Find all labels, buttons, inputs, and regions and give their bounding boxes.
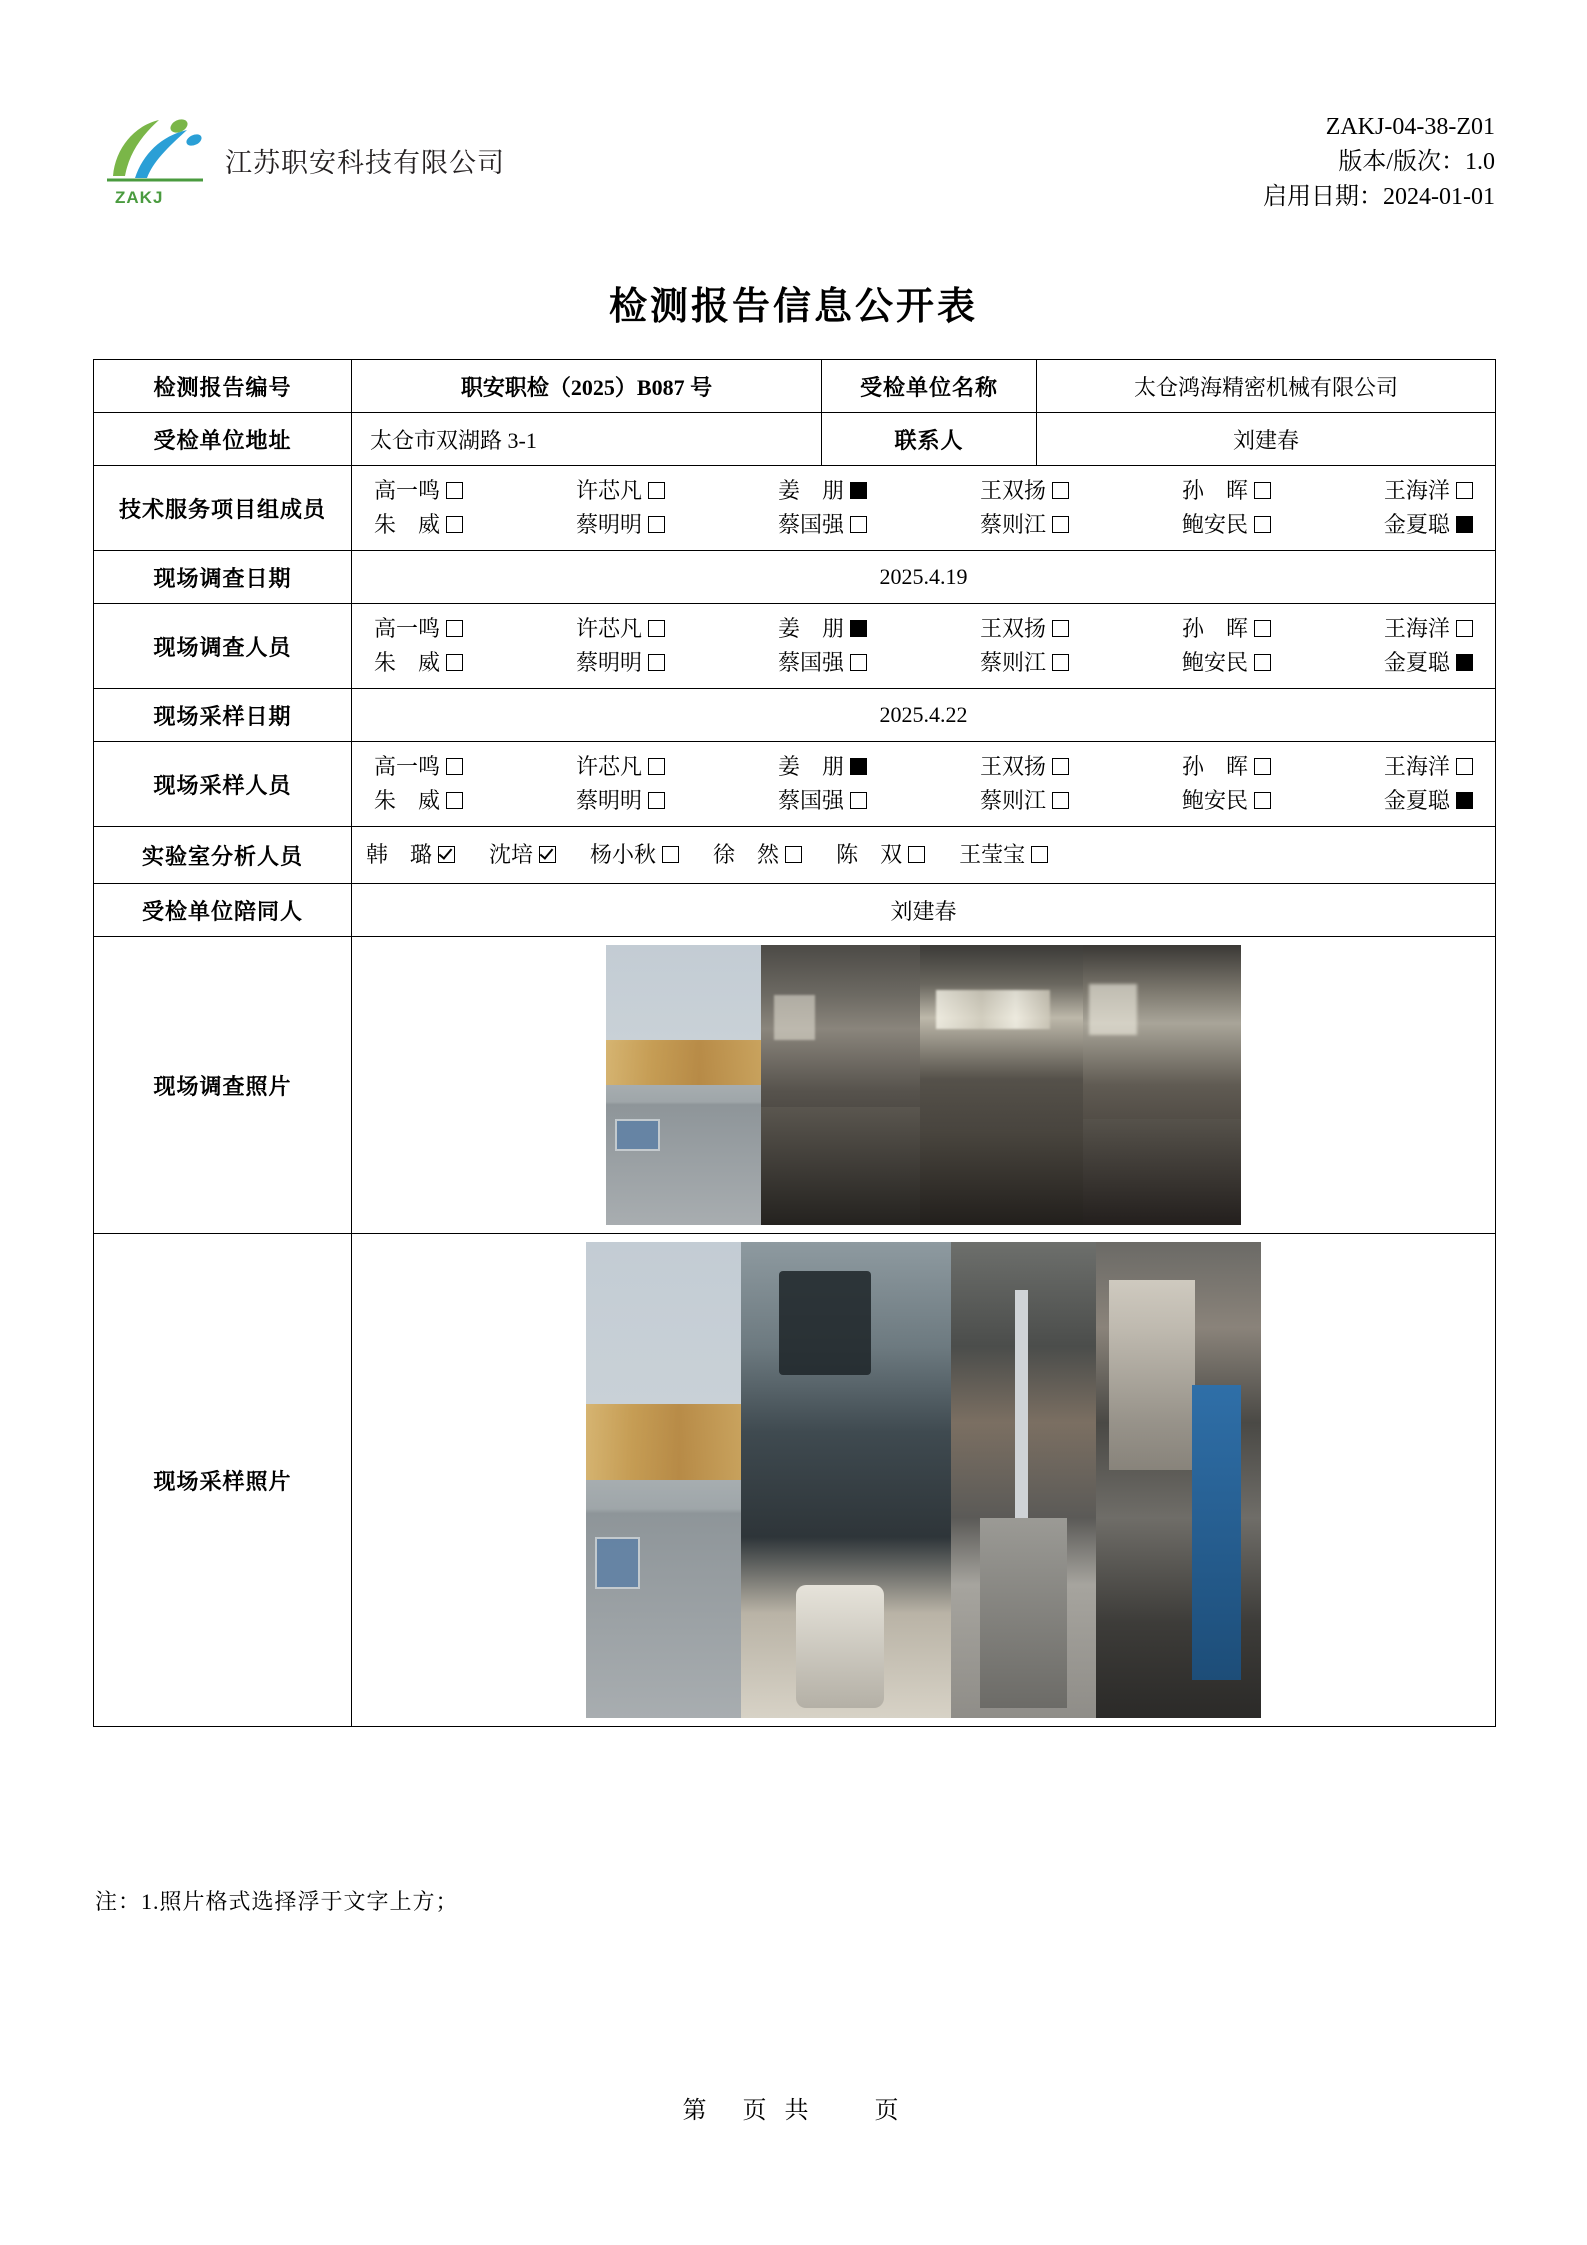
checkbox[interactable] [446,620,463,637]
checkbox-item: 金夏聪 [1384,646,1473,680]
checkbox-item: 蔡明明 [576,508,665,542]
checkbox[interactable] [1052,792,1069,809]
checkbox-item: 姜 朋 [778,750,867,784]
checkbox[interactable] [1052,620,1069,637]
company-name: 江苏职安科技有限公司 [225,147,505,178]
report-no-label: 检测报告编号 [94,360,352,413]
client-value: 太仓鸿海精密机械有限公司 [1037,360,1496,413]
escort-value: 刘建春 [352,884,1496,937]
report-info-table [93,359,1496,1727]
checkbox-item: 高一鸣 [374,612,463,646]
document-meta [1263,110,1495,215]
checkbox[interactable] [648,620,665,637]
table-row [94,466,1496,551]
checkbox-item: 蔡明明 [576,784,665,818]
checkbox[interactable] [1456,792,1473,809]
table-row [94,1234,1496,1727]
table-row [94,551,1496,604]
checkbox-item: 许芯凡 [576,474,665,508]
checkbox-item: 高一鸣 [374,750,463,784]
checkbox[interactable] [1456,516,1473,533]
checkbox-item: 姜 朋 [778,474,867,508]
lab-people-row [352,835,1495,875]
checkbox[interactable] [446,792,463,809]
workshop-machining-photo [920,945,1083,1225]
doc-code: ZAKJ-04-38-Z01 [1325,114,1495,140]
checkbox[interactable] [785,846,802,863]
sampling-date-label: 现场采样日期 [94,689,352,742]
checkbox-item: 朱 威 [374,784,463,818]
checkbox[interactable] [1052,516,1069,533]
contact-label: 联系人 [822,413,1037,466]
table-row [94,360,1496,413]
page-title: 检测报告信息公开表 [608,286,978,328]
page-footer: 第 页 共 页 [682,2098,905,2124]
welding-dust-sampling-photo [1096,1242,1261,1718]
checkbox-item: 王海洋 [1384,750,1473,784]
checkbox[interactable] [648,792,665,809]
sampling-photos-label: 现场采样照片 [94,1234,352,1727]
team-members-group [352,466,1496,551]
address-value: 太仓市双湖路 3-1 [352,413,822,466]
checkbox[interactable] [648,516,665,533]
checkbox[interactable] [850,654,867,671]
table-row [94,689,1496,742]
checkbox[interactable] [446,516,463,533]
checkbox-item: 朱 威 [374,508,463,542]
doc-version: 版本/版次：1.0 [1338,149,1495,175]
checkbox[interactable] [1254,620,1271,637]
lab-people-label: 实验室分析人员 [94,827,352,884]
survey-photos-cell [352,937,1496,1234]
logo-wordmark: ZAKJ [115,188,164,207]
checkbox-item: 金夏聪 [1384,508,1473,542]
document-header [95,110,1495,210]
checkbox[interactable] [850,792,867,809]
table-row [94,604,1496,689]
table-row [94,742,1496,827]
sampling-people-row-2 [352,784,1495,818]
survey-people-row-2 [352,646,1495,680]
checkbox[interactable] [648,482,665,499]
sampling-people-label: 现场采样人员 [94,742,352,827]
survey-people-group [352,604,1496,689]
checkbox-item: 蔡则江 [980,508,1069,542]
checkbox[interactable] [908,846,925,863]
checkbox-item: 沈培 [489,835,556,875]
survey-photos-label: 现场调查照片 [94,937,352,1234]
noise-meter-sampling-photo [741,1242,951,1718]
survey-people-label: 现场调查人员 [94,604,352,689]
checkbox-item: 许芯凡 [576,612,665,646]
checkbox-item: 高一鸣 [374,474,463,508]
checkbox-item: 蔡则江 [980,784,1069,818]
checkbox-item: 孙 晖 [1182,750,1271,784]
checkbox[interactable] [1254,482,1271,499]
tripod-sampler-photo [951,1242,1096,1718]
checkbox-item: 许芯凡 [576,750,665,784]
team-label: 技术服务项目组成员 [94,466,352,551]
team-members-row-2 [352,508,1495,542]
address-label: 受检单位地址 [94,413,352,466]
sampling-photos-cell [352,1234,1496,1727]
checkbox-item: 王海洋 [1384,612,1473,646]
workshop-steel-tubes-photo [1083,945,1241,1225]
checkbox[interactable] [1456,758,1473,775]
checkbox[interactable] [662,846,679,863]
sampling-date-value: 2025.4.22 [352,689,1496,742]
checkbox[interactable] [850,620,867,637]
checkbox[interactable] [446,482,463,499]
factory-gate-photo [586,1242,741,1718]
checkbox-item: 王莹宝 [959,835,1048,875]
report-no-value: 职安职检（2025）B087 号 [352,360,822,413]
checkbox-item: 蔡国强 [778,646,867,680]
checkbox[interactable] [1254,516,1271,533]
checkbox-item: 朱 威 [374,646,463,680]
checkbox[interactable] [1456,654,1473,671]
checkbox[interactable] [648,654,665,671]
checkbox-item: 姜 朋 [778,612,867,646]
workshop-steel-plates-photo [761,945,920,1225]
checkbox[interactable] [539,846,556,863]
checkbox-item: 蔡明明 [576,646,665,680]
escort-label: 受检单位陪同人 [94,884,352,937]
table-row [94,884,1496,937]
checkbox[interactable] [1052,654,1069,671]
checkbox-item: 鲍安民 [1182,784,1271,818]
checkbox[interactable] [1052,758,1069,775]
checkbox-item: 金夏聪 [1384,784,1473,818]
survey-people-row-1 [352,612,1495,646]
checkbox[interactable] [850,516,867,533]
table-note: 注：1.照片格式选择浮于文字上方； [95,1889,459,1914]
checkbox[interactable] [1052,482,1069,499]
table-row [94,937,1496,1234]
checkbox[interactable] [1254,792,1271,809]
survey-date-value: 2025.4.19 [352,551,1496,604]
checkbox-item: 孙 晖 [1182,612,1271,646]
checkbox[interactable] [446,758,463,775]
checkbox[interactable] [1254,758,1271,775]
factory-gate-photo [606,945,761,1225]
checkbox[interactable] [850,482,867,499]
checkbox-item: 蔡则江 [980,646,1069,680]
table-row [94,413,1496,466]
sampling-people-group [352,742,1496,827]
checkbox-item: 陈 双 [836,835,925,875]
checkbox-item: 王双扬 [980,750,1069,784]
checkbox-item: 王海洋 [1384,474,1473,508]
checkbox-item: 韩 璐 [366,835,455,875]
checkbox-item: 孙 晖 [1182,474,1271,508]
sampling-photo-strip [352,1234,1495,1726]
checkbox-item: 徐 然 [713,835,802,875]
lab-people-group [352,827,1496,884]
doc-effective-date: 启用日期：2024-01-01 [1263,184,1495,210]
checkbox[interactable] [446,654,463,671]
client-label: 受检单位名称 [822,360,1037,413]
checkbox-item: 蔡国强 [778,508,867,542]
zakj-logo-icon [95,110,215,210]
checkbox-item: 蔡国强 [778,784,867,818]
checkbox-item: 鲍安民 [1182,646,1271,680]
checkbox-item: 鲍安民 [1182,508,1271,542]
sampling-people-row-1 [352,750,1495,784]
contact-value: 刘建春 [1037,413,1496,466]
checkbox[interactable] [1456,620,1473,637]
checkbox[interactable] [1456,482,1473,499]
checkbox-item: 王双扬 [980,612,1069,646]
survey-date-label: 现场调查日期 [94,551,352,604]
checkbox[interactable] [1031,846,1048,863]
team-members-row-1 [352,474,1495,508]
table-row [94,827,1496,884]
checkbox[interactable] [648,758,665,775]
company-logo-block [95,110,505,210]
checkbox[interactable] [850,758,867,775]
checkbox[interactable] [438,846,455,863]
survey-photo-strip [352,937,1495,1233]
checkbox-item: 杨小秋 [590,835,679,875]
checkbox[interactable] [1254,654,1271,671]
checkbox-item: 王双扬 [980,474,1069,508]
